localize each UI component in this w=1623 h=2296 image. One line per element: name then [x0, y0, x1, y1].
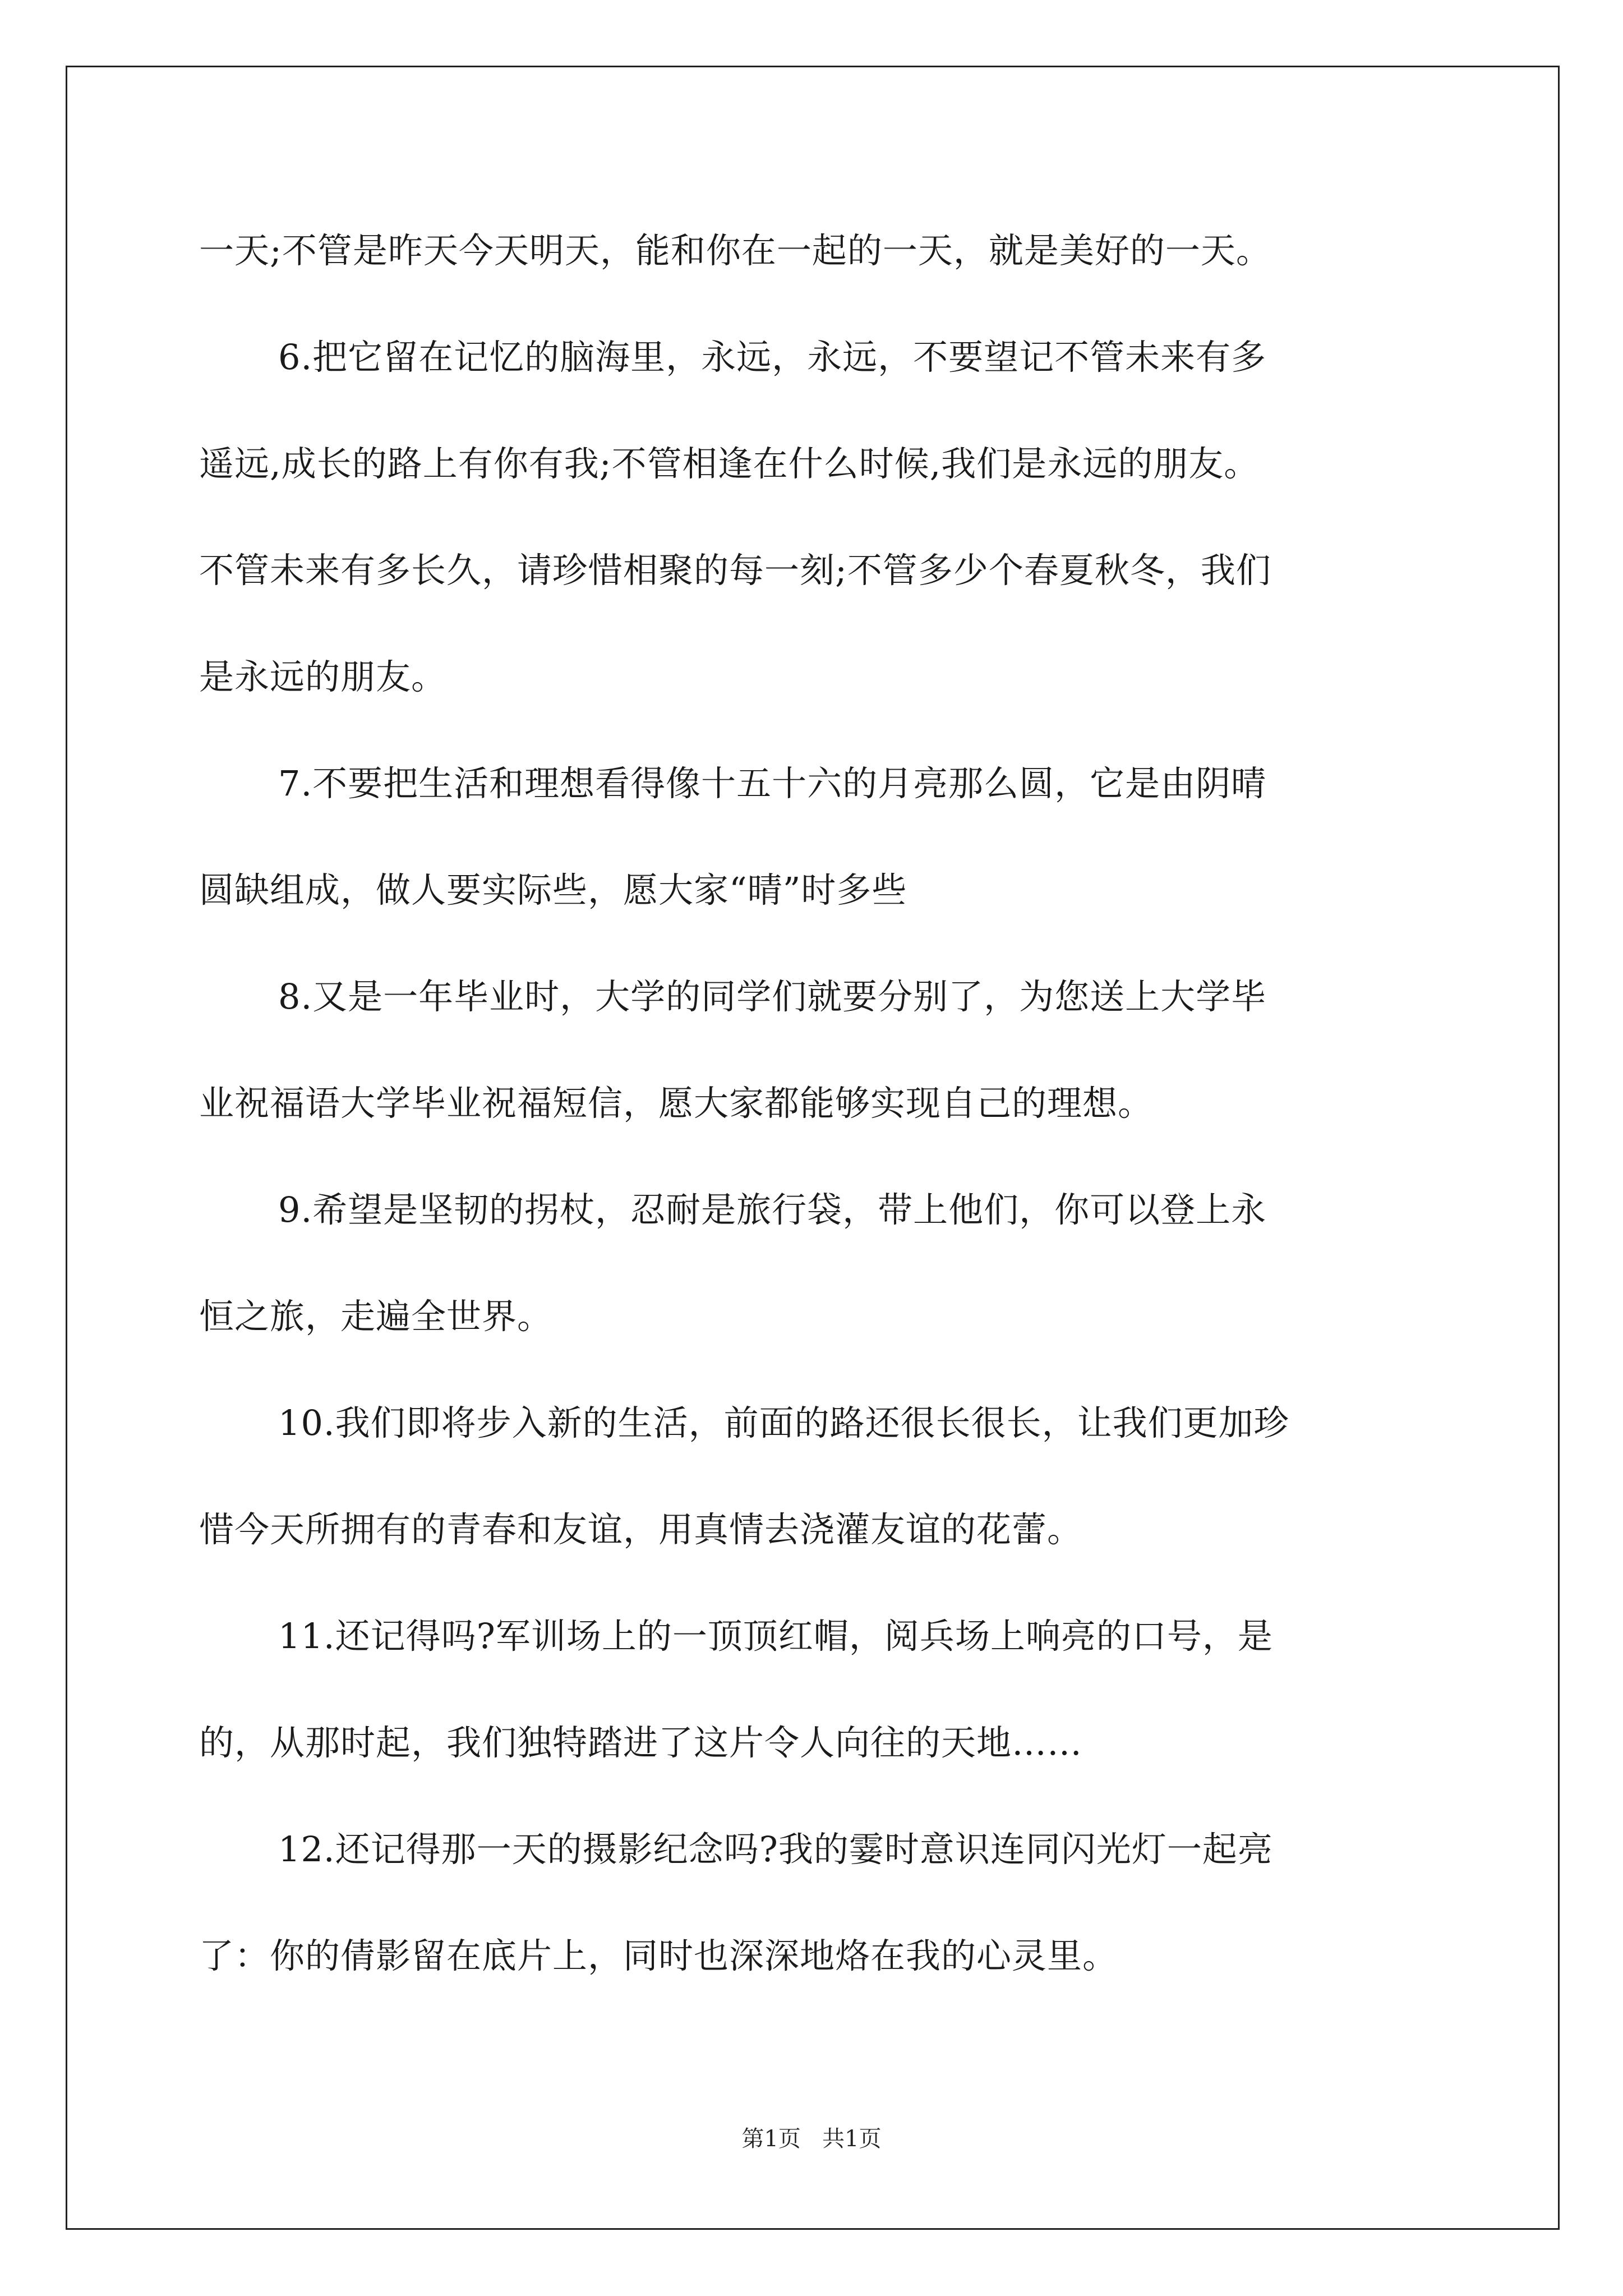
document-body: [199, 197, 1433, 2009]
page-number-footer: 第1页 共1页: [741, 2126, 882, 2152]
text-line: 惜今天所拥有的青春和友谊，用真情去浇灌友谊的花蕾。: [199, 1509, 1083, 1550]
text-line: 11.还记得吗?军训场上的一顶顶红帽，阅兵场上响亮的口号，是: [278, 1616, 1273, 1657]
text-line: 一天;不管是昨天今天明天，能和你在一起的一天，就是美好的一天。: [199, 230, 1271, 271]
text-line: 圆缺组成，做人要实际些，愿大家“晴”时多些: [199, 869, 907, 910]
text-line: 恒之旅，走遍全世界。: [199, 1296, 553, 1337]
text-line: 12.还记得那一天的摄影纪念吗?我的霎时意识连同闪光灯一起亮: [278, 1829, 1273, 1870]
text-line: 遥远,成长的路上有你有我;不管相逢在什么时候,我们是永远的朋友。: [199, 443, 1260, 484]
text-line: 8.又是一年毕业时，大学的同学们就要分别了，为您送上大学毕: [278, 976, 1267, 1017]
text-line: 不管未来有多长久，请珍惜相聚的每一刻;不管多少个春夏秋冬，我们: [199, 550, 1271, 591]
text-line: 9.希望是坚韧的拐杖，忍耐是旅行袋，带上他们，你可以登上永: [278, 1189, 1267, 1230]
text-line: 10.我们即将步入新的生活，前面的路还很长很长，让我们更加珍: [278, 1402, 1289, 1443]
text-line: 的，从那时起，我们独特踏进了这片令人向往的天地……: [199, 1722, 1083, 1763]
text-line: 7.不要把生活和理想看得像十五十六的月亮那么圆，它是由阴晴: [278, 763, 1267, 804]
text-line: 是永远的朋友。: [199, 656, 447, 697]
text-line: 了：你的倩影留在底片上，同时也深深地烙在我的心灵里。: [199, 1935, 1118, 1976]
text-line: 6.把它留在记忆的脑海里，永远，永远，不要望记不管未来有多: [278, 337, 1267, 378]
text-line: 业祝福语大学毕业祝福短信，愿大家都能够实现自己的理想。: [199, 1083, 1154, 1124]
